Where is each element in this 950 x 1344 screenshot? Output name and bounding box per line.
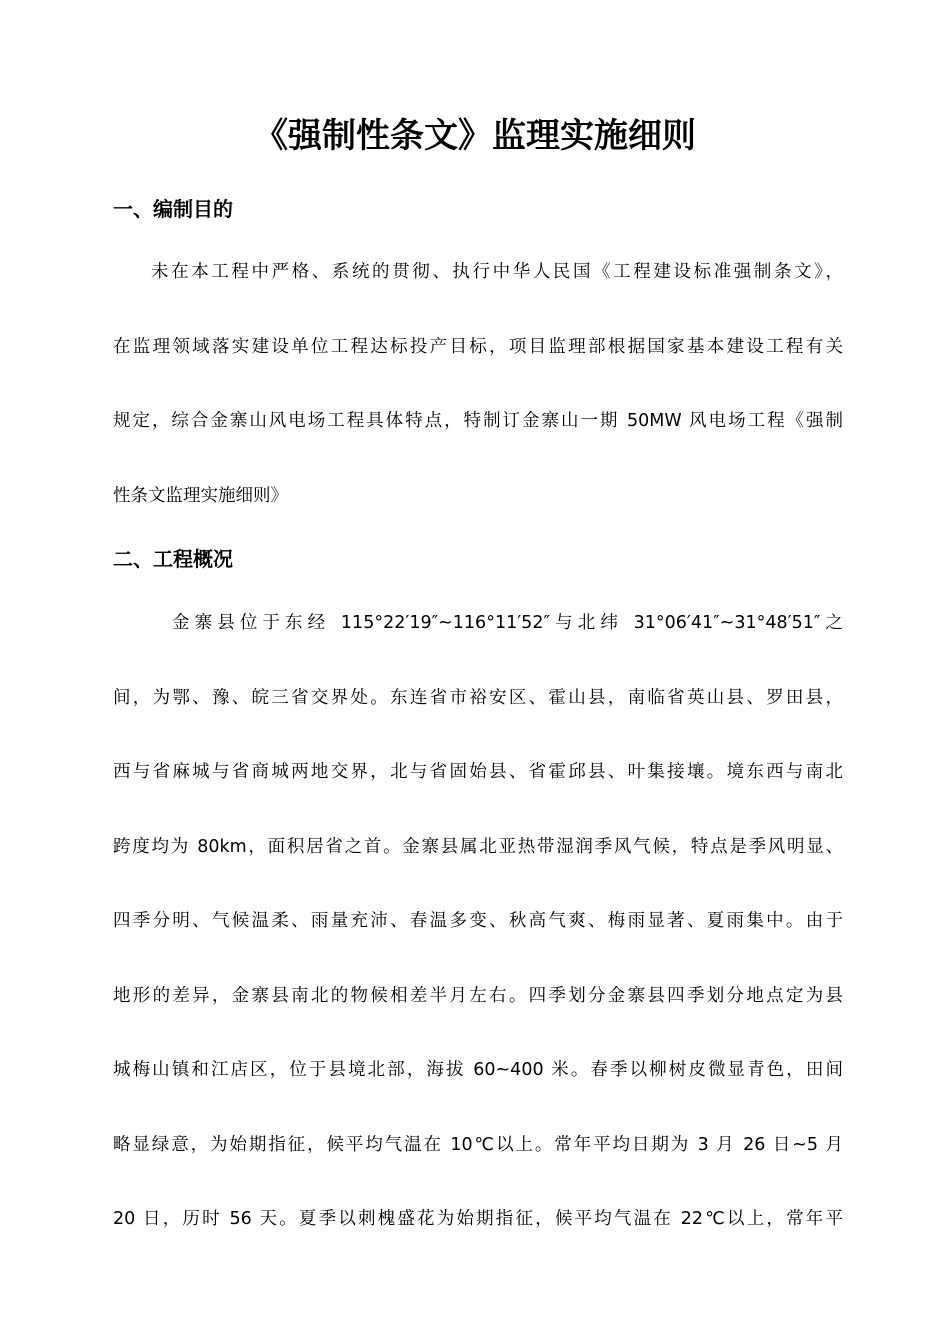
paragraph-line: 地形的差异，金寨县南北的物候相差半月左右。四季划分金寨县四季划分地点定为县 [113, 986, 843, 1006]
paragraph-line: 20 日，历时 56 天。夏季以刺槐盛花为始期指征，候平均气温在 22℃以上，常年平 [113, 1209, 843, 1229]
paragraph-line: 未在本工程中严格、系统的贯彻、执行中华人民国《工程建设标准强制条文》， [151, 262, 843, 282]
paragraph-line: 跨度均为 80km，面积居省之首。金寨县属北亚热带湿润季风气候，特点是季风明显、 [113, 837, 843, 857]
paragraph-line: 城梅山镇和江店区，位于县境北部，海拔 60~400 米。春季以柳树皮微显青色，田间 [113, 1060, 843, 1080]
section-heading-overview: 二、工程概况 [113, 547, 233, 571]
paragraph-line: 略显绿意，为始期指征，候平均气温在 10℃以上。常年平均日期为 3 月 26 日~5 月 [113, 1135, 843, 1155]
paragraph-line: 在监理领域落实建设单位工程达标投产目标，项目监理部根据国家基本建设工程有关 [113, 337, 843, 357]
paragraph-line: 间，为鄂、豫、皖三省交界处。东连省市裕安区、霍山县，南临省英山县、罗田县， [113, 688, 843, 708]
paragraph-line: 性条文监理实施细则》 [113, 486, 288, 506]
document-title: 《强制性条文》监理实施细则 [254, 116, 696, 156]
section-heading-purpose: 一、编制目的 [113, 197, 233, 221]
paragraph-line: 四季分明、气候温柔、雨量充沛、春温多变、秋高气爽、梅雨显著、夏雨集中。由于 [113, 911, 843, 931]
paragraph-line: 金寨县位于东经 115°22′19″~116°11′52″与北纬 31°06′41″~31°48′51″之 [172, 613, 843, 633]
paragraph-line: 规定，综合金寨山风电场工程具体特点，特制订金寨山一期 50MW 风电场工程《强制 [113, 411, 843, 431]
paragraph-line: 西与省麻城与省商城两地交界，北与省固始县、省霍邱县、叶集接壤。境东西与南北 [113, 762, 843, 782]
